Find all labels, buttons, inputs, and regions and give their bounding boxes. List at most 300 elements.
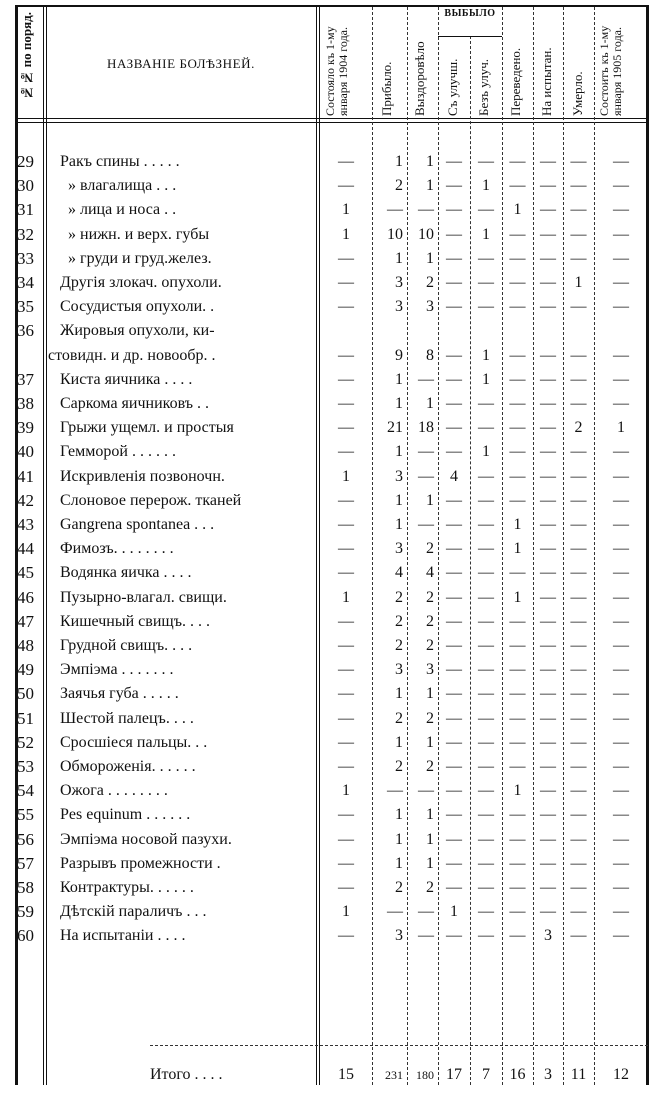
row-value: — [613,685,629,702]
header-bottom-rule-2 [15,122,649,123]
row-value: 1 [426,855,434,872]
row-value: — [338,419,354,436]
row-value: — [338,710,354,727]
row-value: — [509,637,526,654]
row-value: — [446,879,462,896]
row-value [533,320,563,342]
row-number: 47 [17,612,34,631]
row-value: 1 [482,226,490,243]
row-value: — [338,613,354,630]
row-value: — [509,468,526,485]
row-value: — [509,419,526,436]
row-value: — [338,371,354,388]
row-value: — [478,395,494,412]
row-value: — [446,613,462,630]
row-value: — [613,637,629,654]
total-value: 180 [416,1068,434,1082]
row-value: — [509,395,526,412]
disease-name: стовидн. и др. новообр. . [48,347,216,364]
row-value: 1 [395,153,403,170]
row-value: — [446,371,462,388]
row-value: 1 [395,685,403,702]
header-col-start-state: Состояло къ 1-му января 1904 года. [323,26,350,116]
row-value: 1 [426,492,434,509]
row-value: — [540,564,556,581]
row-value: — [570,564,587,581]
row-value: — [338,734,354,751]
row-value: — [570,177,587,194]
row-value: 2 [574,419,583,436]
row-value: — [540,516,556,533]
row-value: 2 [395,177,403,194]
row-value: — [446,589,462,606]
row-number: 39 [17,418,34,437]
header-col-transferred: Переведено. [508,47,523,116]
row-value: — [570,516,587,533]
row-value: 1 [482,443,490,460]
row-number: 40 [17,442,34,461]
total-value: 15 [338,1066,354,1083]
row-value: — [570,734,587,751]
row-value: 4 [450,468,458,485]
row-number: 34 [17,273,34,292]
row-value: — [509,371,526,388]
disease-name: Грудной свищъ. . . . [60,637,193,654]
table-row [0,490,662,512]
row-value: — [446,419,462,436]
row-value: 1 [617,419,625,436]
row-value [502,320,533,342]
disease-name: » влагалища . . . [68,177,177,194]
row-value: 3 [395,927,403,944]
row-value: — [540,806,556,823]
table-row [0,514,662,536]
row-value: 1 [395,371,403,388]
row-value: — [540,250,556,267]
row-value: — [613,831,629,848]
row-value: — [613,903,629,920]
row-value: 2 [426,879,434,896]
row-value: — [478,734,494,751]
row-value: — [540,274,556,291]
row-value: — [446,274,462,291]
total-value: 12 [613,1066,629,1083]
row-value: — [613,855,629,872]
row-value: — [540,201,556,218]
row-value: 1 [395,831,403,848]
row-value: — [446,540,462,557]
row-value: — [613,443,629,460]
row-value: 3 [395,468,403,485]
table-row [0,683,662,705]
row-value: — [387,903,403,920]
row-value: — [509,250,526,267]
row-value: — [338,661,354,678]
total-value: 16 [509,1066,526,1083]
row-value: 2 [426,758,434,775]
row-value: — [338,855,354,872]
row-value: 1 [395,250,403,267]
disease-name: Шестой палецъ. . . . [60,710,194,727]
row-value: — [338,492,354,509]
disease-name: Дѣтскiй параличъ . . . [60,903,207,920]
row-value: 1 [482,347,490,364]
row-value: — [338,637,354,654]
row-value: 1 [450,903,458,920]
row-value [407,320,438,342]
row-value: — [570,806,587,823]
row-value: — [613,201,629,218]
table-row [0,925,662,947]
row-value: — [338,395,354,412]
row-value: — [387,782,403,799]
row-value: — [540,879,556,896]
table-row [0,320,662,342]
header-col-end-state: Состоитъ къ 1-му января 1905 года. [597,25,624,116]
disease-name: Искривленiя позвоночн. [60,468,225,485]
table-row [0,901,662,923]
top-border [15,5,649,7]
row-value: — [570,492,587,509]
disease-name: Сросшiеся пальцы. . . [60,734,208,751]
disease-name: Фимозъ. . . . . . . . [60,540,174,557]
row-value: — [478,516,494,533]
row-value: — [570,443,587,460]
disease-name: Заячья губа . . . . . [60,685,179,702]
row-value: 3 [544,927,552,944]
row-value: — [338,806,354,823]
row-value: — [570,226,587,243]
row-value: — [446,153,462,170]
row-value: 1 [426,177,434,194]
table-row [0,756,662,778]
row-value: — [446,661,462,678]
row-value: — [570,371,587,388]
row-value: — [418,371,434,388]
row-value: — [446,710,462,727]
table-row [0,369,662,391]
header-col-improved: Съ улучш. [445,58,460,116]
row-number: 54 [17,781,34,800]
row-value: — [570,613,587,630]
row-value: 1 [395,443,403,460]
row-number: 37 [17,370,34,389]
row-value: 21 [387,419,403,436]
row-value: — [540,637,556,654]
row-number: 42 [17,491,34,510]
total-value: 7 [482,1066,490,1083]
row-value: — [418,903,434,920]
row-value: — [509,564,526,581]
row-value: — [478,298,494,315]
row-value: — [509,153,526,170]
row-value: — [446,758,462,775]
row-value: — [509,758,526,775]
row-value: — [613,927,629,944]
row-value: — [478,589,494,606]
row-number: 52 [17,733,34,752]
row-number: 57 [17,854,34,873]
row-value: — [509,613,526,630]
row-number: 60 [17,926,34,945]
row-number: 56 [17,830,34,849]
row-value: — [509,177,526,194]
disease-name: Gangrena spontanea . . . [60,516,215,533]
row-value: — [613,613,629,630]
row-value: — [570,782,587,799]
row-value: — [613,710,629,727]
row-value: — [418,468,434,485]
row-number: 55 [17,805,34,824]
row-value: — [613,274,629,291]
table-row [0,587,662,609]
row-value: 1 [426,153,434,170]
disease-name: Ожога . . . . . . . . [60,782,168,799]
row-value: — [570,298,587,315]
row-value: — [540,758,556,775]
row-value: 1 [342,226,350,243]
disease-name: Разрывъ промежности . [60,855,221,872]
row-value: 1 [342,589,350,606]
row-value: — [540,371,556,388]
row-value: — [478,685,494,702]
row-value: 1 [482,371,490,388]
row-value: — [509,855,526,872]
row-value: — [478,613,494,630]
header-col-recovered: Выздоровѣло [412,41,427,116]
table-row [0,853,662,875]
row-value [438,320,470,342]
row-value: — [509,903,526,920]
row-value: 2 [395,710,403,727]
row-value: — [478,492,494,509]
row-value: 3 [426,661,434,678]
row-value: — [540,395,556,412]
row-number: 44 [17,539,34,558]
row-value: — [540,540,556,557]
row-number: 53 [17,757,34,776]
row-value: — [478,419,494,436]
row-value: — [570,395,587,412]
row-value: — [570,903,587,920]
row-value: 1 [342,201,350,218]
row-value: — [338,516,354,533]
row-value: — [418,443,434,460]
row-value: — [478,661,494,678]
row-number: 58 [17,878,34,897]
row-value: — [613,782,629,799]
row-value: — [613,540,629,557]
row-value: 2 [395,758,403,775]
row-number: 59 [17,902,34,921]
row-value: — [540,153,556,170]
row-value: — [446,298,462,315]
row-value: — [613,661,629,678]
row-number [17,345,43,367]
row-value: 1 [574,274,583,291]
table-row [0,296,662,318]
row-value: — [478,201,494,218]
row-value: — [540,468,556,485]
row-value: 10 [387,226,403,243]
row-value: — [446,734,462,751]
disease-name: Киста яичника . . . . [60,371,193,388]
row-value: — [338,927,354,944]
row-value: — [446,443,462,460]
row-value: — [540,226,556,243]
row-value: — [338,564,354,581]
row-value: — [540,443,556,460]
row-value: — [509,685,526,702]
row-value: — [338,685,354,702]
row-value [320,320,372,342]
row-value: — [446,347,462,364]
row-value: 3 [395,298,403,315]
disease-name: Водянка яичка . . . . [60,564,192,581]
row-value: — [446,806,462,823]
row-value: — [613,371,629,388]
table-row [0,829,662,851]
table-row [0,345,662,367]
row-value: — [478,540,494,557]
row-value: 1 [395,492,403,509]
row-value: 1 [513,589,522,606]
row-value: 1 [395,806,403,823]
row-value: — [478,855,494,872]
row-value: — [613,879,629,896]
table-row [0,562,662,584]
row-value: 1 [395,516,403,533]
row-value: 1 [395,734,403,751]
row-value: — [509,661,526,678]
row-value: — [613,492,629,509]
row-number: 50 [17,684,34,703]
table-row [0,877,662,899]
row-value: 10 [418,226,434,243]
row-value: 1 [513,516,522,533]
row-value: — [613,468,629,485]
row-value: 1 [426,831,434,848]
disease-name: Эмпiэма носовой пазухи. [60,831,232,848]
table-row [0,804,662,826]
row-value: 2 [426,540,434,557]
disease-name: Пузырно-влагал. свищи. [60,589,227,606]
row-value: 2 [426,589,434,606]
row-value: — [338,540,354,557]
row-value: 2 [426,613,434,630]
row-value: 2 [426,710,434,727]
row-value: 1 [342,468,350,485]
row-number: 32 [17,225,34,244]
row-value: — [570,201,587,218]
row-value: 2 [426,637,434,654]
row-value: 2 [395,879,403,896]
row-value: 3 [395,661,403,678]
row-value: 3 [426,298,434,315]
table-row [0,708,662,730]
header-num-label: №№ по поряд. [19,12,34,101]
header-col-arrived: Прибыло. [379,61,394,116]
row-value: 1 [395,855,403,872]
disease-name: Pes equinum . . . . . . [60,806,191,823]
row-value: 1 [426,734,434,751]
row-value: — [478,564,494,581]
row-value: — [570,468,587,485]
row-value: 1 [513,201,522,218]
row-value: 1 [395,395,403,412]
row-value: — [570,589,587,606]
table-row [0,224,662,246]
row-number: 48 [17,636,34,655]
row-value: — [446,831,462,848]
row-value: 9 [395,347,403,364]
row-value: 1 [426,250,434,267]
row-value: — [570,250,587,267]
row-value: — [509,347,526,364]
row-value: 8 [426,347,434,364]
row-value: 2 [395,589,403,606]
row-value: — [540,782,556,799]
row-number: 38 [17,394,34,413]
row-value: — [613,516,629,533]
group-label-rule [438,36,502,37]
row-value: — [570,540,587,557]
row-value: — [613,177,629,194]
row-value: — [478,274,494,291]
table-row [0,417,662,439]
row-value: — [446,927,462,944]
row-value: — [540,177,556,194]
row-value: — [446,637,462,654]
row-value: — [446,685,462,702]
row-value: — [338,298,354,315]
table-row [0,441,662,463]
row-number: 51 [17,709,34,728]
row-value: — [540,734,556,751]
row-value: — [570,927,587,944]
table-row [0,635,662,657]
row-value: — [446,855,462,872]
row-value: — [570,637,587,654]
row-value: — [570,153,587,170]
row-number: 43 [17,515,34,534]
row-value: — [478,903,494,920]
row-value: — [446,782,462,799]
row-value: — [613,250,629,267]
disease-name: На испытанiи . . . . [60,927,186,944]
row-value: — [446,516,462,533]
header-num-col [17,8,41,118]
row-value: — [338,177,354,194]
row-number: 29 [17,152,34,171]
table-row [0,659,662,681]
row-value: 1 [342,782,350,799]
row-value: — [418,201,434,218]
row-value: — [478,806,494,823]
header-bottom-rule [15,118,649,119]
row-value: 18 [418,419,434,436]
row-value: — [446,395,462,412]
row-value: — [338,443,354,460]
row-value: — [540,710,556,727]
row-value: — [509,927,526,944]
row-value: 3 [395,540,403,557]
row-value: — [613,758,629,775]
table-row [0,199,662,221]
row-value: — [509,710,526,727]
row-value: — [387,201,403,218]
row-value: — [478,468,494,485]
